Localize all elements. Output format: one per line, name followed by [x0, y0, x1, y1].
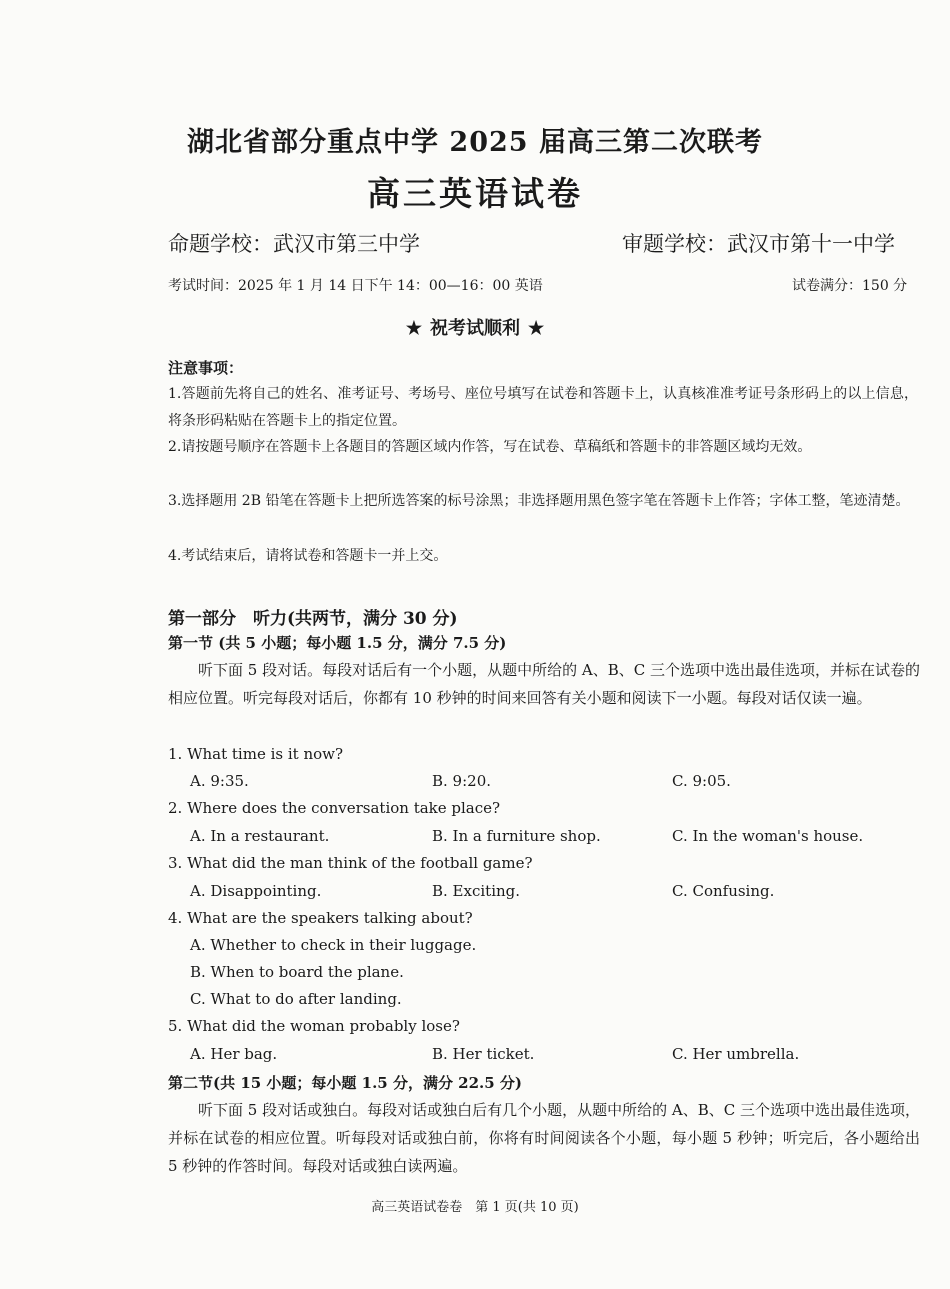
option-b: B. 9:20. — [432, 772, 492, 790]
exam-time: 考试时间：2025 年 1 月 14 日下午 14：00—16：00 英语 — [168, 278, 543, 294]
option-a: A. Her bag. — [190, 1045, 278, 1063]
section2-title: 第二节(共 15 小题；每小题 1.5 分，满分 22.5 分) — [168, 1074, 523, 1092]
question-2: 2. Where does the conversation take place? — [168, 799, 501, 817]
setting-school: 命题学校：武汉市第三中学 — [168, 232, 420, 256]
option-c: C. Confusing. — [672, 882, 775, 900]
option-b: B. Exciting. — [432, 882, 521, 900]
option-a: A. Disappointing. — [190, 882, 322, 900]
page-footer: 高三英语试卷卷 第 1 页(共 10 页) — [371, 1200, 579, 1215]
exam-title: 湖北省部分重点中学 2025 届高三第二次联考 — [187, 127, 763, 158]
notice-item: 2.请按题号顺序在答题卡上各题目的答题区域内作答，写在试卷、草稿纸和答题卡的非答题区域均无效。 — [168, 439, 812, 455]
option-b: B. When to board the plane. — [190, 963, 404, 981]
notice-item: 1.答题前先将自己的姓名、准考证号、考场号、座位号填写在试卷和答题卡上，认真核准准考证号条形码上的以上信息，将条形码粘贴在答题卡上的指定位置。 — [168, 386, 918, 429]
notice-item: 3.选择题用 2B 铅笔在答题卡上把所选答案的标号涂黑；非选择题用黑色签字笔在答题卡上作答；字体工整，笔迹清楚。 — [168, 493, 910, 509]
full-score: 试卷满分：150 分 — [792, 278, 908, 294]
question-3: 3. What did the man think of the football game? — [168, 854, 533, 872]
paper-title: 高三英语试卷 — [367, 174, 583, 213]
option-c: C. Her umbrella. — [672, 1045, 800, 1063]
option-c: C. In the woman's house. — [672, 827, 864, 845]
question-4: 4. What are the speakers talking about? — [168, 909, 473, 927]
option-a: A. Whether to check in their luggage. — [190, 936, 477, 954]
good-luck-text: 祝考试顺利 — [430, 318, 520, 339]
notice-item: 4.考试结束后，请将试卷和答题卡一并上交。 — [168, 548, 448, 564]
section2-instructions: 听下面 5 段对话或独白。每段对话或独白后有几个小题，从题中所给的 A、B、C 三个选项中选出最佳选项，并标在试卷的相应位置。听每段对话或独白前，你将有时间阅读各个小题，每小题 5 秒钟；听完后，各小题给出 5 秒钟的作答时间。每段对话或独白读两遍。 — [168, 1101, 920, 1175]
star-icon: ★ — [528, 318, 545, 339]
option-c: C. 9:05. — [672, 772, 731, 790]
notice-title: 注意事项： — [168, 359, 244, 377]
option-a: A. In a restaurant. — [190, 827, 330, 845]
star-icon: ★ — [405, 318, 422, 339]
section1-title: 第一节 (共 5 小题；每小题 1.5 分，满分 7.5 分) — [168, 634, 507, 652]
option-a: A. 9:35. — [190, 772, 249, 790]
option-b: B. In a furniture shop. — [432, 827, 601, 845]
review-school: 审题学校：武汉市第十一中学 — [622, 232, 895, 256]
question-5: 5. What did the woman probably lose? — [168, 1017, 460, 1035]
option-b: B. Her ticket. — [432, 1045, 535, 1063]
option-c: C. What to do after landing. — [190, 990, 402, 1008]
good-luck-banner — [0, 314, 950, 340]
section1-instructions: 听下面 5 段对话。每段对话后有一个小题，从题中所给的 A、B、C 三个选项中选出最佳选项，并标在试卷的相应位置。听完每段对话后，你都有 10 秒钟的时间来回答有关小题和阅读下一小题。每段对话仅读一遍。 — [168, 661, 920, 707]
question-1: 1. What time is it now? — [168, 745, 344, 763]
part1-title: 第一部分 听力(共两节，满分 30 分) — [168, 609, 458, 629]
